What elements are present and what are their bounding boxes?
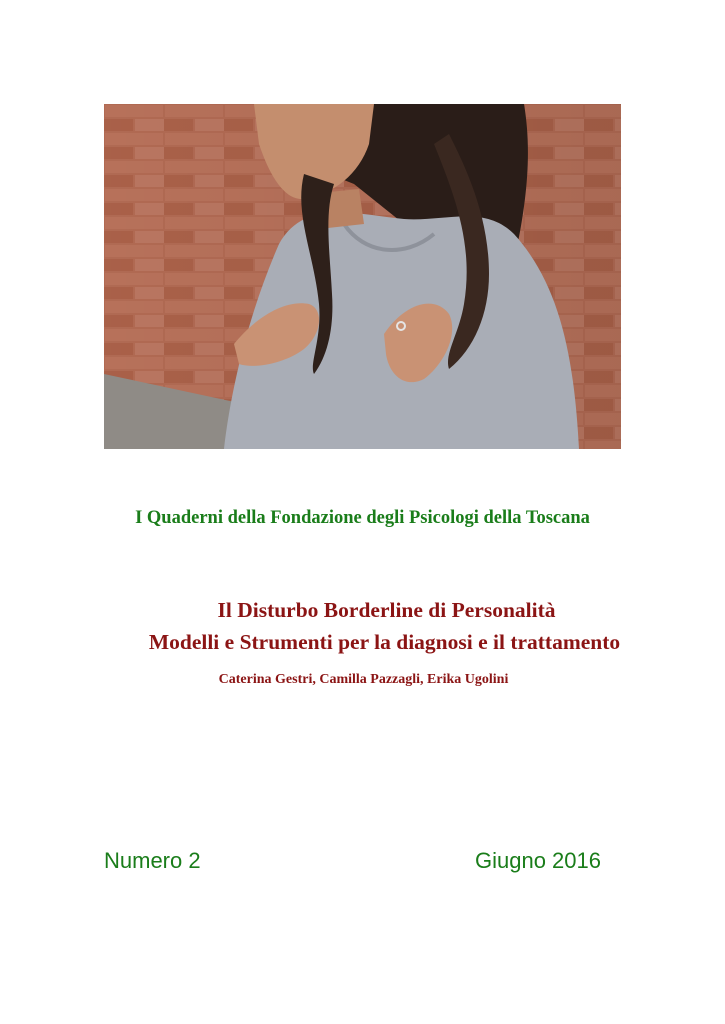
cover-photo — [104, 104, 621, 449]
issue-number: Numero 2 — [104, 848, 201, 873]
series-title: I Quaderni della Fondazione degli Psicologi della Toscana — [135, 508, 590, 528]
document-title-line-1: Il Disturbo Borderline di Personalità — [217, 598, 556, 622]
authors: Caterina Gestri, Camilla Pazzagli, Erika Ugolini — [218, 672, 509, 687]
document-title-line-2: Modelli e Strumenti per la diagnosi e il trattamento — [148, 630, 621, 654]
issue-date: Giugno 2016 — [475, 848, 601, 873]
